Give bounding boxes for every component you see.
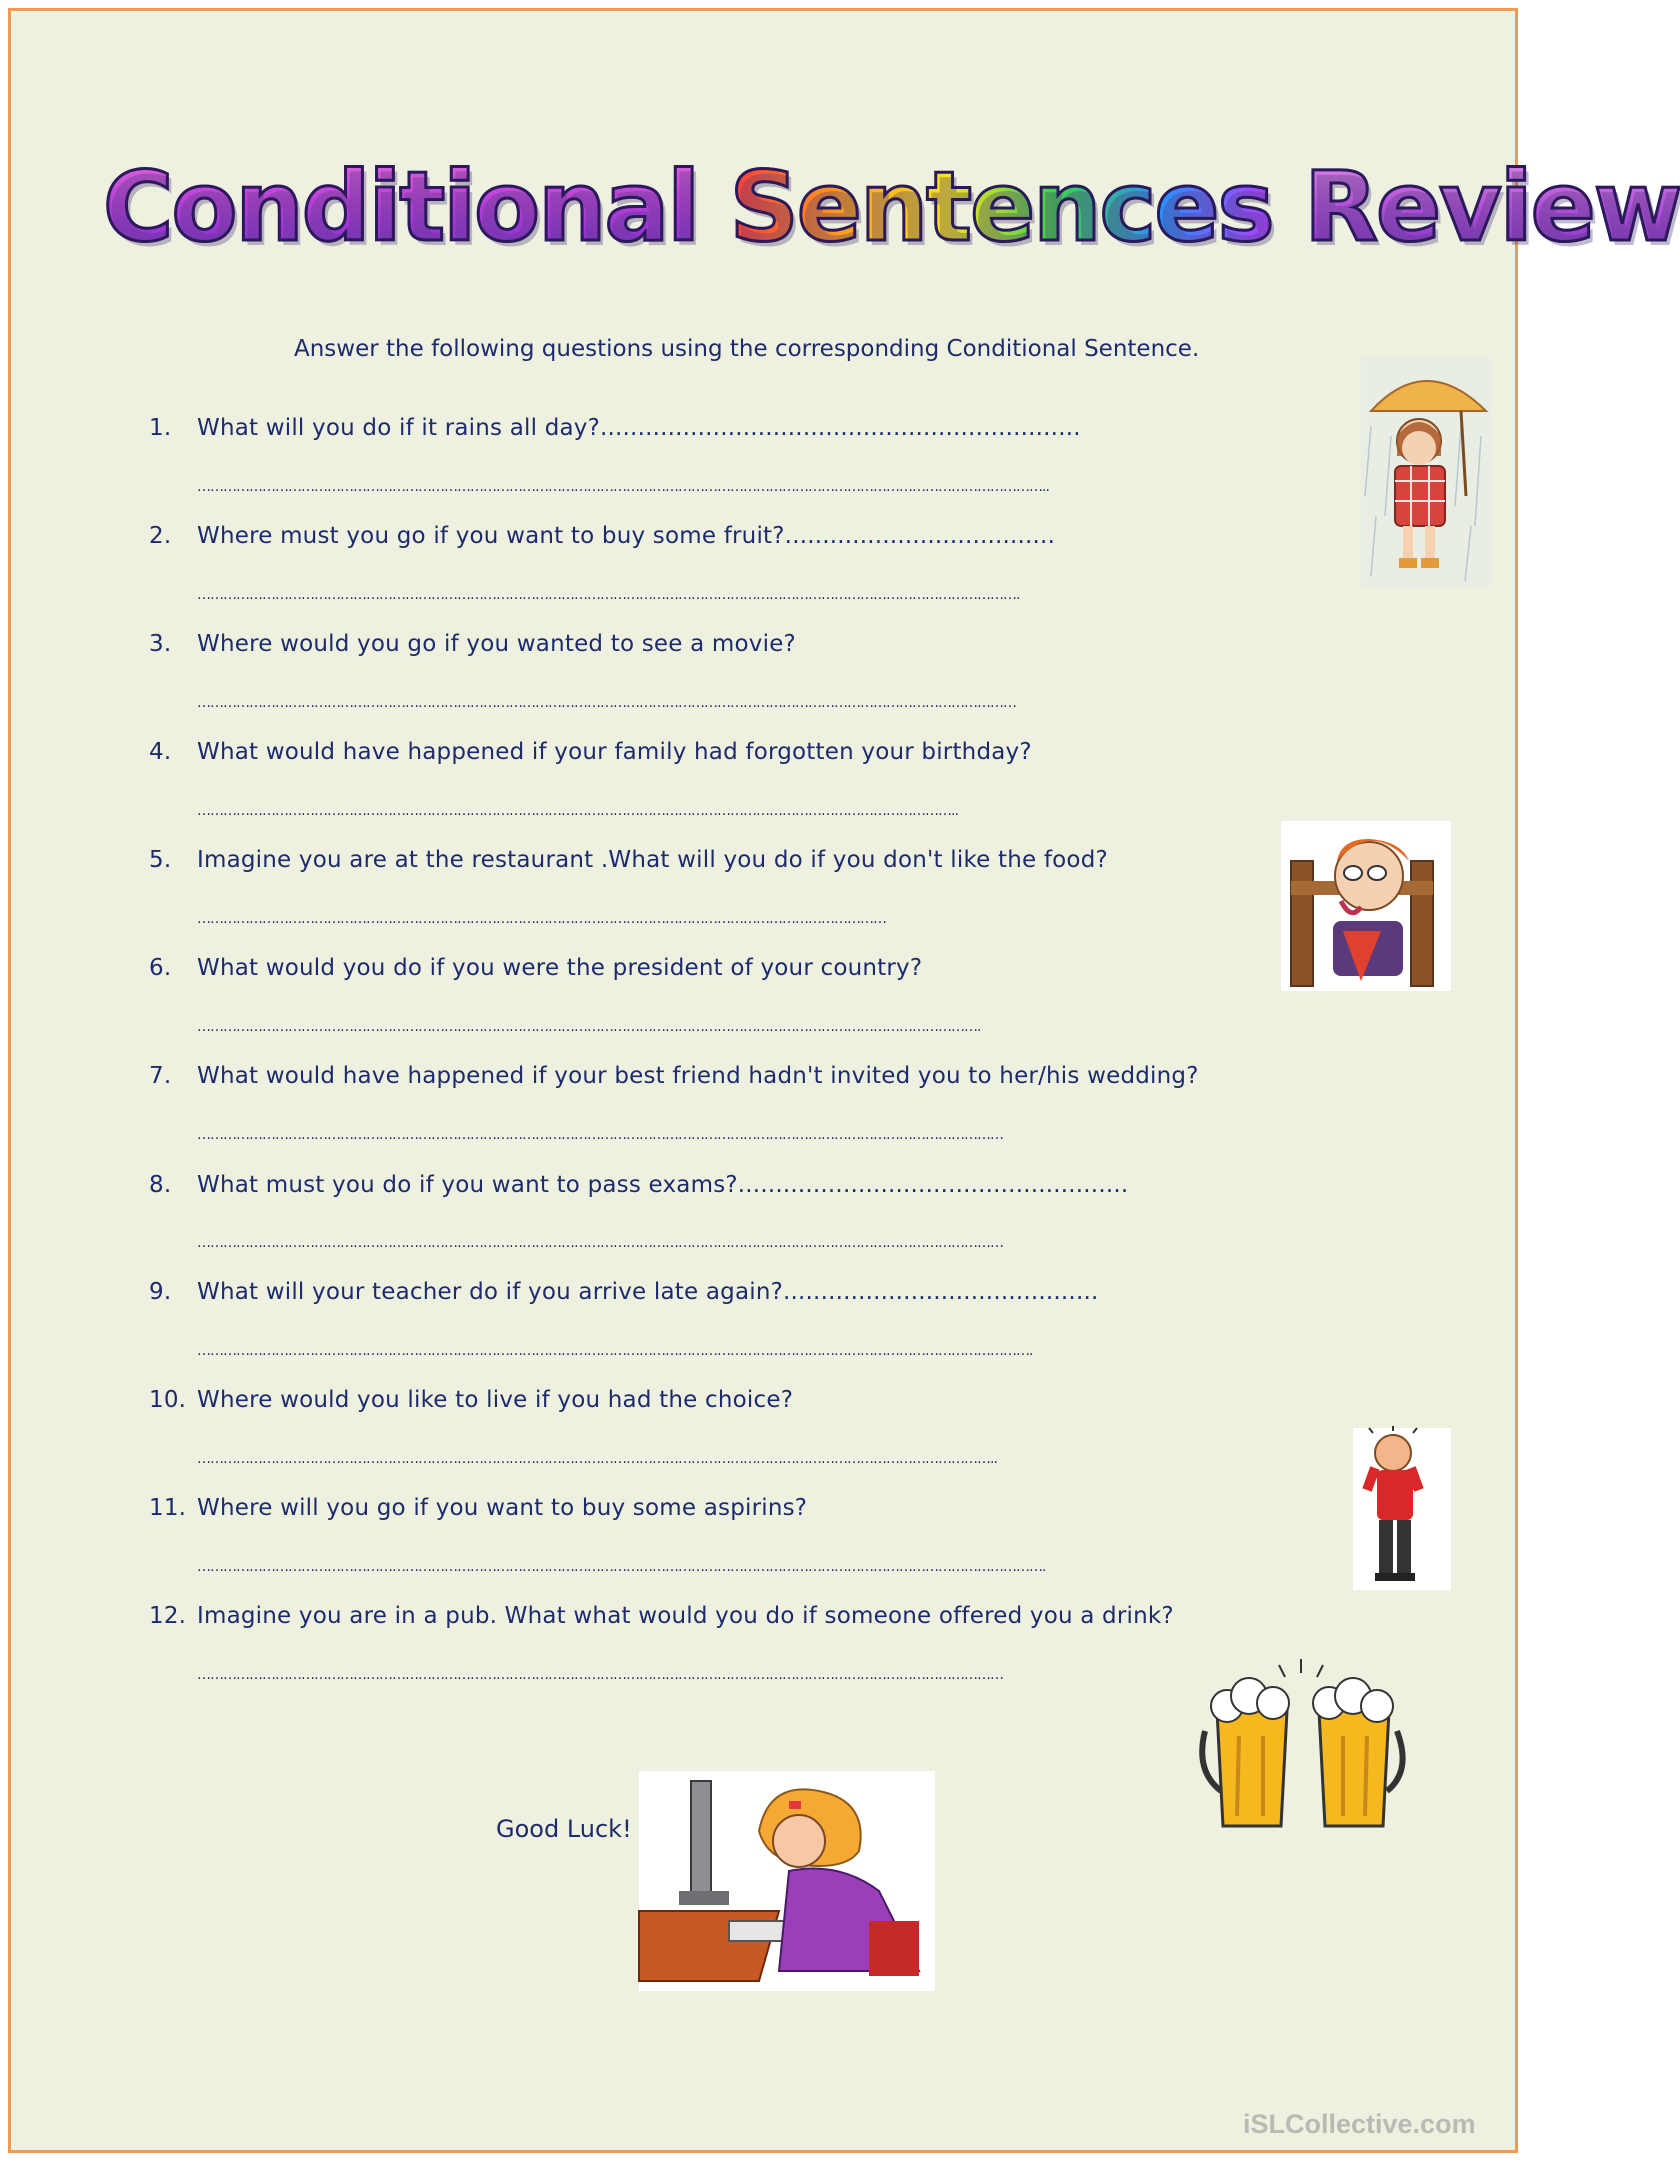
- question-12: [149, 1603, 1174, 1629]
- question-11: [149, 1495, 807, 1521]
- question-number: 5.: [149, 847, 172, 873]
- question-5: [149, 847, 1108, 873]
- answer-line-3[interactable]: ………………………………………………………………………………………………………………………………………………………………………: [197, 695, 1016, 711]
- answer-line-11[interactable]: …………………………………………………………………………………………………………………………………………………………………………….: [197, 1559, 1046, 1575]
- question-number: 7.: [149, 1063, 172, 1089]
- question-text: What will your teacher do if you arrive late again?..........................................: [197, 1279, 1099, 1305]
- question-7: [149, 1063, 1199, 1089]
- question-text: What will you do if it rains all day?................................................................: [197, 415, 1081, 441]
- answer-line-10[interactable]: …………………………………………………………………………………………………………………………………………………………………..: [197, 1451, 997, 1467]
- question-number: 10.: [149, 1387, 187, 1413]
- question-text: What would have happened if your best friend hadn't invited you to her/his wedding?: [197, 1063, 1199, 1089]
- answer-line-7[interactable]: ……………………………………………………………………………………………………………………………………………………………………: [197, 1127, 1003, 1143]
- answer-line-2[interactable]: ……………………………………………………………………………………………………………………………………………………………………….: [197, 587, 1020, 603]
- question-9: [149, 1279, 1098, 1305]
- good-luck-text: Good Luck!: [496, 1815, 632, 1843]
- answer-line-6[interactable]: ……………………………………………………………………………………………………………………………………………………………….: [197, 1019, 981, 1035]
- title-word-3: Review: [1304, 151, 1680, 263]
- question-text: Where must you go if you want to buy some fruit?....................................: [197, 523, 1056, 549]
- question-number: 3.: [149, 631, 172, 657]
- girl-umbrella-rain-illustration: [1361, 356, 1491, 586]
- girl-at-computer-illustration: [639, 1771, 935, 1991]
- question-number: 1.: [149, 415, 172, 441]
- question-text: Imagine you are at the restaurant .What will you do if you don't like the food?: [197, 847, 1108, 873]
- question-number: 6.: [149, 955, 172, 981]
- question-number: 11.: [149, 1495, 187, 1521]
- question-2: [149, 523, 1055, 549]
- question-4: [149, 739, 1032, 765]
- title-word-2: Sentences: [729, 151, 1273, 263]
- question-text: Where would you go if you wanted to see a movie?: [197, 631, 796, 657]
- question-3: [149, 631, 796, 657]
- watermark-text: iSLCollective.com: [1243, 2109, 1476, 2139]
- question-1: [149, 415, 1081, 441]
- answer-line-9[interactable]: ………………………………………………………………………………………………………………………………………………………………………….: [197, 1343, 1033, 1359]
- answer-line-12[interactable]: ……………………………………………………………………………………………………………………………………………………………………: [197, 1667, 1003, 1683]
- worksheet-page: [8, 8, 1680, 2153]
- answer-line-1[interactable]: ……………………………………………………………………………………………………………………………………………………………………………..: [197, 479, 1049, 495]
- question-number: 4.: [149, 739, 172, 765]
- question-number: 8.: [149, 1172, 172, 1198]
- question-6: [149, 955, 922, 981]
- question-text: Where will you go if you want to buy some aspirins?: [197, 1495, 808, 1521]
- question-text: What would have happened if your family had forgotten your birthday?: [197, 739, 1032, 765]
- worksheet-title: [103, 151, 1680, 263]
- answer-line-5[interactable]: ……………………………………………………………………………………………………………………………………………: [197, 911, 886, 927]
- answer-line-4[interactable]: …………………………………………………………………………………………………………………………………………………………..: [197, 803, 958, 819]
- question-8: [149, 1172, 1128, 1198]
- disgusted-diner-illustration: [1281, 821, 1451, 991]
- title-word-1: Conditional: [103, 151, 699, 263]
- headache-man-illustration: [1353, 1428, 1451, 1590]
- question-text: Imagine you are in a pub. What what would you do if someone offered you a drink?: [197, 1603, 1174, 1629]
- question-number: 2.: [149, 523, 172, 549]
- answer-line-8[interactable]: ……………………………………………………………………………………………………………………………………………………………………: [197, 1235, 1003, 1251]
- question-text: Where would you like to live if you had the choice?: [197, 1387, 794, 1413]
- question-text: What must you do if you want to pass exams?....................................................: [197, 1172, 1129, 1198]
- beer-mugs-illustration: [1197, 1651, 1419, 1836]
- question-10: [149, 1387, 793, 1413]
- question-text: What would you do if you were the president of your country?: [197, 955, 923, 981]
- question-number: 12.: [149, 1603, 187, 1629]
- question-number: 9.: [149, 1279, 172, 1305]
- instruction-text: Answer the following questions using the corresponding Conditional Sentence.: [294, 336, 1200, 362]
